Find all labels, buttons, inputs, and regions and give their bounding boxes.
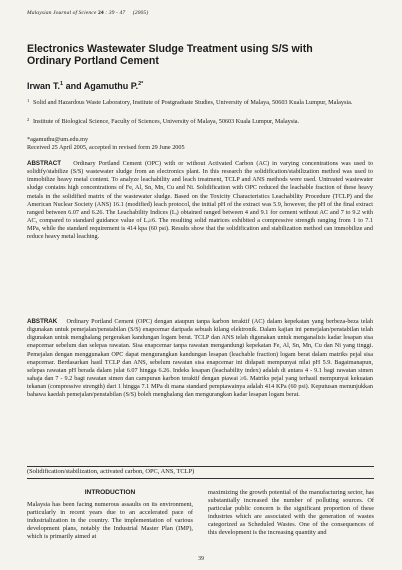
affiliation-2-text: Institute of Biological Science, Faculty of Sciences, University of Malaya, 50603 Kuala Lumpur, Malaysia.: [33, 118, 300, 125]
running-head: [27, 10, 148, 16]
introduction-left-column: Malaysia has been facing numerous assaults on its environment, particularly in recent years due to an accelerated pace of industrialization in the country. The implementation of various development plans, notably the Industrial Master Plan (IMP), which is primarily aimed at: [27, 501, 193, 541]
corresponding-email: *agamuthu@um.edu.my: [27, 136, 89, 143]
affiliation-2: [27, 118, 367, 126]
keywords: (Solidification/stabilization, activated carbon, OPC, ANS, TCLP): [27, 468, 195, 475]
keywords-bottom-rule: [27, 478, 374, 479]
paper-title: Electronics Wastewater Sludge Treatment using S/S with Ordinary Portland Cement: [27, 43, 313, 67]
author-1-sup: 1: [60, 81, 64, 87]
introduction-right-column: maximizing the growth potential of the manufacturing sector, has substantially increased the number of polluting sources. Of particular public concern is the significant proportion of these industries which are associated with the generation of wastes categorized as Scheduled Wastes. One of the consequences of this development is the increasing quantity and: [208, 489, 374, 537]
affiliation-1-number: 1: [27, 98, 30, 103]
affiliation-1-text: Solid and Hazardous Waste Laboratory, Institute of Postgraduate Studies, University of Malaya, 50603 Kuala Lumpur, Malaysia.: [33, 99, 353, 106]
affiliation-2-number: 2: [27, 117, 30, 122]
abstract-malay: [27, 318, 373, 400]
abstrak-text: Ordinary Portland Cement (OPC) dengan ataupun tanpa karbon teraktif (AC) dalam kepekatan yang berbeza-beza telah digunakan untuk pemejalan/penstabilan (S/S) enapcemar daripada sebuah kilang elektronik. Dalam kajian ini pemejalan/penstabilan telah digunakan untuk menghalang pergerakan kandungan logam berat. TCLP dan ANS telah digunakan untuk menganalisis kadar lesapan sisa enapcemar sebelum dan selepas rawatan. Sisa enapcemar tanpa rawatan mengandungi kepekatan Fe, Al, Sn, Mn, Cu dan Ni yang tinggi. Pemejalan dengan menggunakan OPC dapat mengurangkan kandungan lesapan (leachable fraction) logam berat dalam matriks pejal sisa enapcemar. Berdasarkan hasil TCLP dan ANS, sebelum rawatan sisa enapcemar ini didapati mempunyai nilai pH 5.9. Bagaimanapun, selepas rawatan pH berada dalam julat 6.07 hingga 6.26. Indeks lesapan (leachability index) adalah di antara 4 - 9.1 bagi rawatan simen sahaja dan 7 - 9.2 bagi rawatan simen dan campuran karbon teraktif dengan piawai ≥6. Matriks pejal yang terhasil mempunyai kekuatan tekanan (compressive strength) dari 1 hingga 7.1 MPa di mana standard pempiawainya adalah 414 KPa (60 psi). Keputusan menunjukkan bahawa kaedah pemejalan/penstabilan (S/S) boleh menghalang dan mengurangkan kadar lesapan logam berat.: [27, 318, 373, 399]
author-2-name: Agamuthu P.: [83, 81, 139, 91]
abstrak-heading: ABSTRAK: [27, 318, 58, 325]
author-line: [27, 81, 143, 91]
abstract-text: Ordinary Portland Cement (OPC) with or without Activated Carbon (AC) in varying concentrations was used to solidify/stabilize (S/S) wastewater sludge from an electronics plant. In this research the solidification/stabilization method was used to immobilize heavy metal content. To analyze leachability and leach treatment, TCLP and ANS methods were used. Untreated wastewater sludge contains high concentrations of Fe, Al, Sn, Mn, Cu and Ni. Solidification with OPC reduced the leachable fraction of these heavy metals in the solidified matrix of the wastewater sludge. Based on the Toxicity Characteristics Leachability Procedure (TCLP) and the American Nuclear Society (ANS) 16.1 (modified) leach protocol, the initial pH of the extract was 5.9, however, the pH of the final extract ranged between 6.07 and 6.26. The Leachability Indices (Lᵢ) obtained ranged between 4 and 9.1 for cement without AC and 7 to 9.2 with AC, compared to standard guidance value of Lᵢ≥6. The resulting solid matrices exhibited a compressive strength ranging from 1 to 7.1 MPa, while the standard requirement is 414 kpa (60 psi). Results show that the solidification and stabilization method can immobilize and reduce heavy metal leaching.: [27, 160, 374, 241]
author-1-name: Irwan T.: [27, 81, 61, 91]
keywords-top-rule: [27, 466, 374, 467]
affiliation-1: [27, 99, 367, 107]
journal-pages: : 39 - 47: [105, 10, 126, 16]
abstract-english: [27, 160, 373, 242]
page-number: 39: [198, 556, 204, 562]
journal-volume: 24: [97, 10, 104, 16]
journal-year: (2005): [132, 10, 149, 16]
author-2-sup: 2*: [138, 81, 144, 87]
abstract-heading: ABSTRACT: [27, 160, 62, 167]
author-joiner: and: [63, 81, 84, 91]
received-date: Received 25 April 2005, accepted in revised form 29 June 2005: [27, 144, 185, 151]
journal-name: Malaysian Journal of Science: [27, 10, 97, 16]
introduction-heading: INTRODUCTION: [84, 489, 136, 496]
